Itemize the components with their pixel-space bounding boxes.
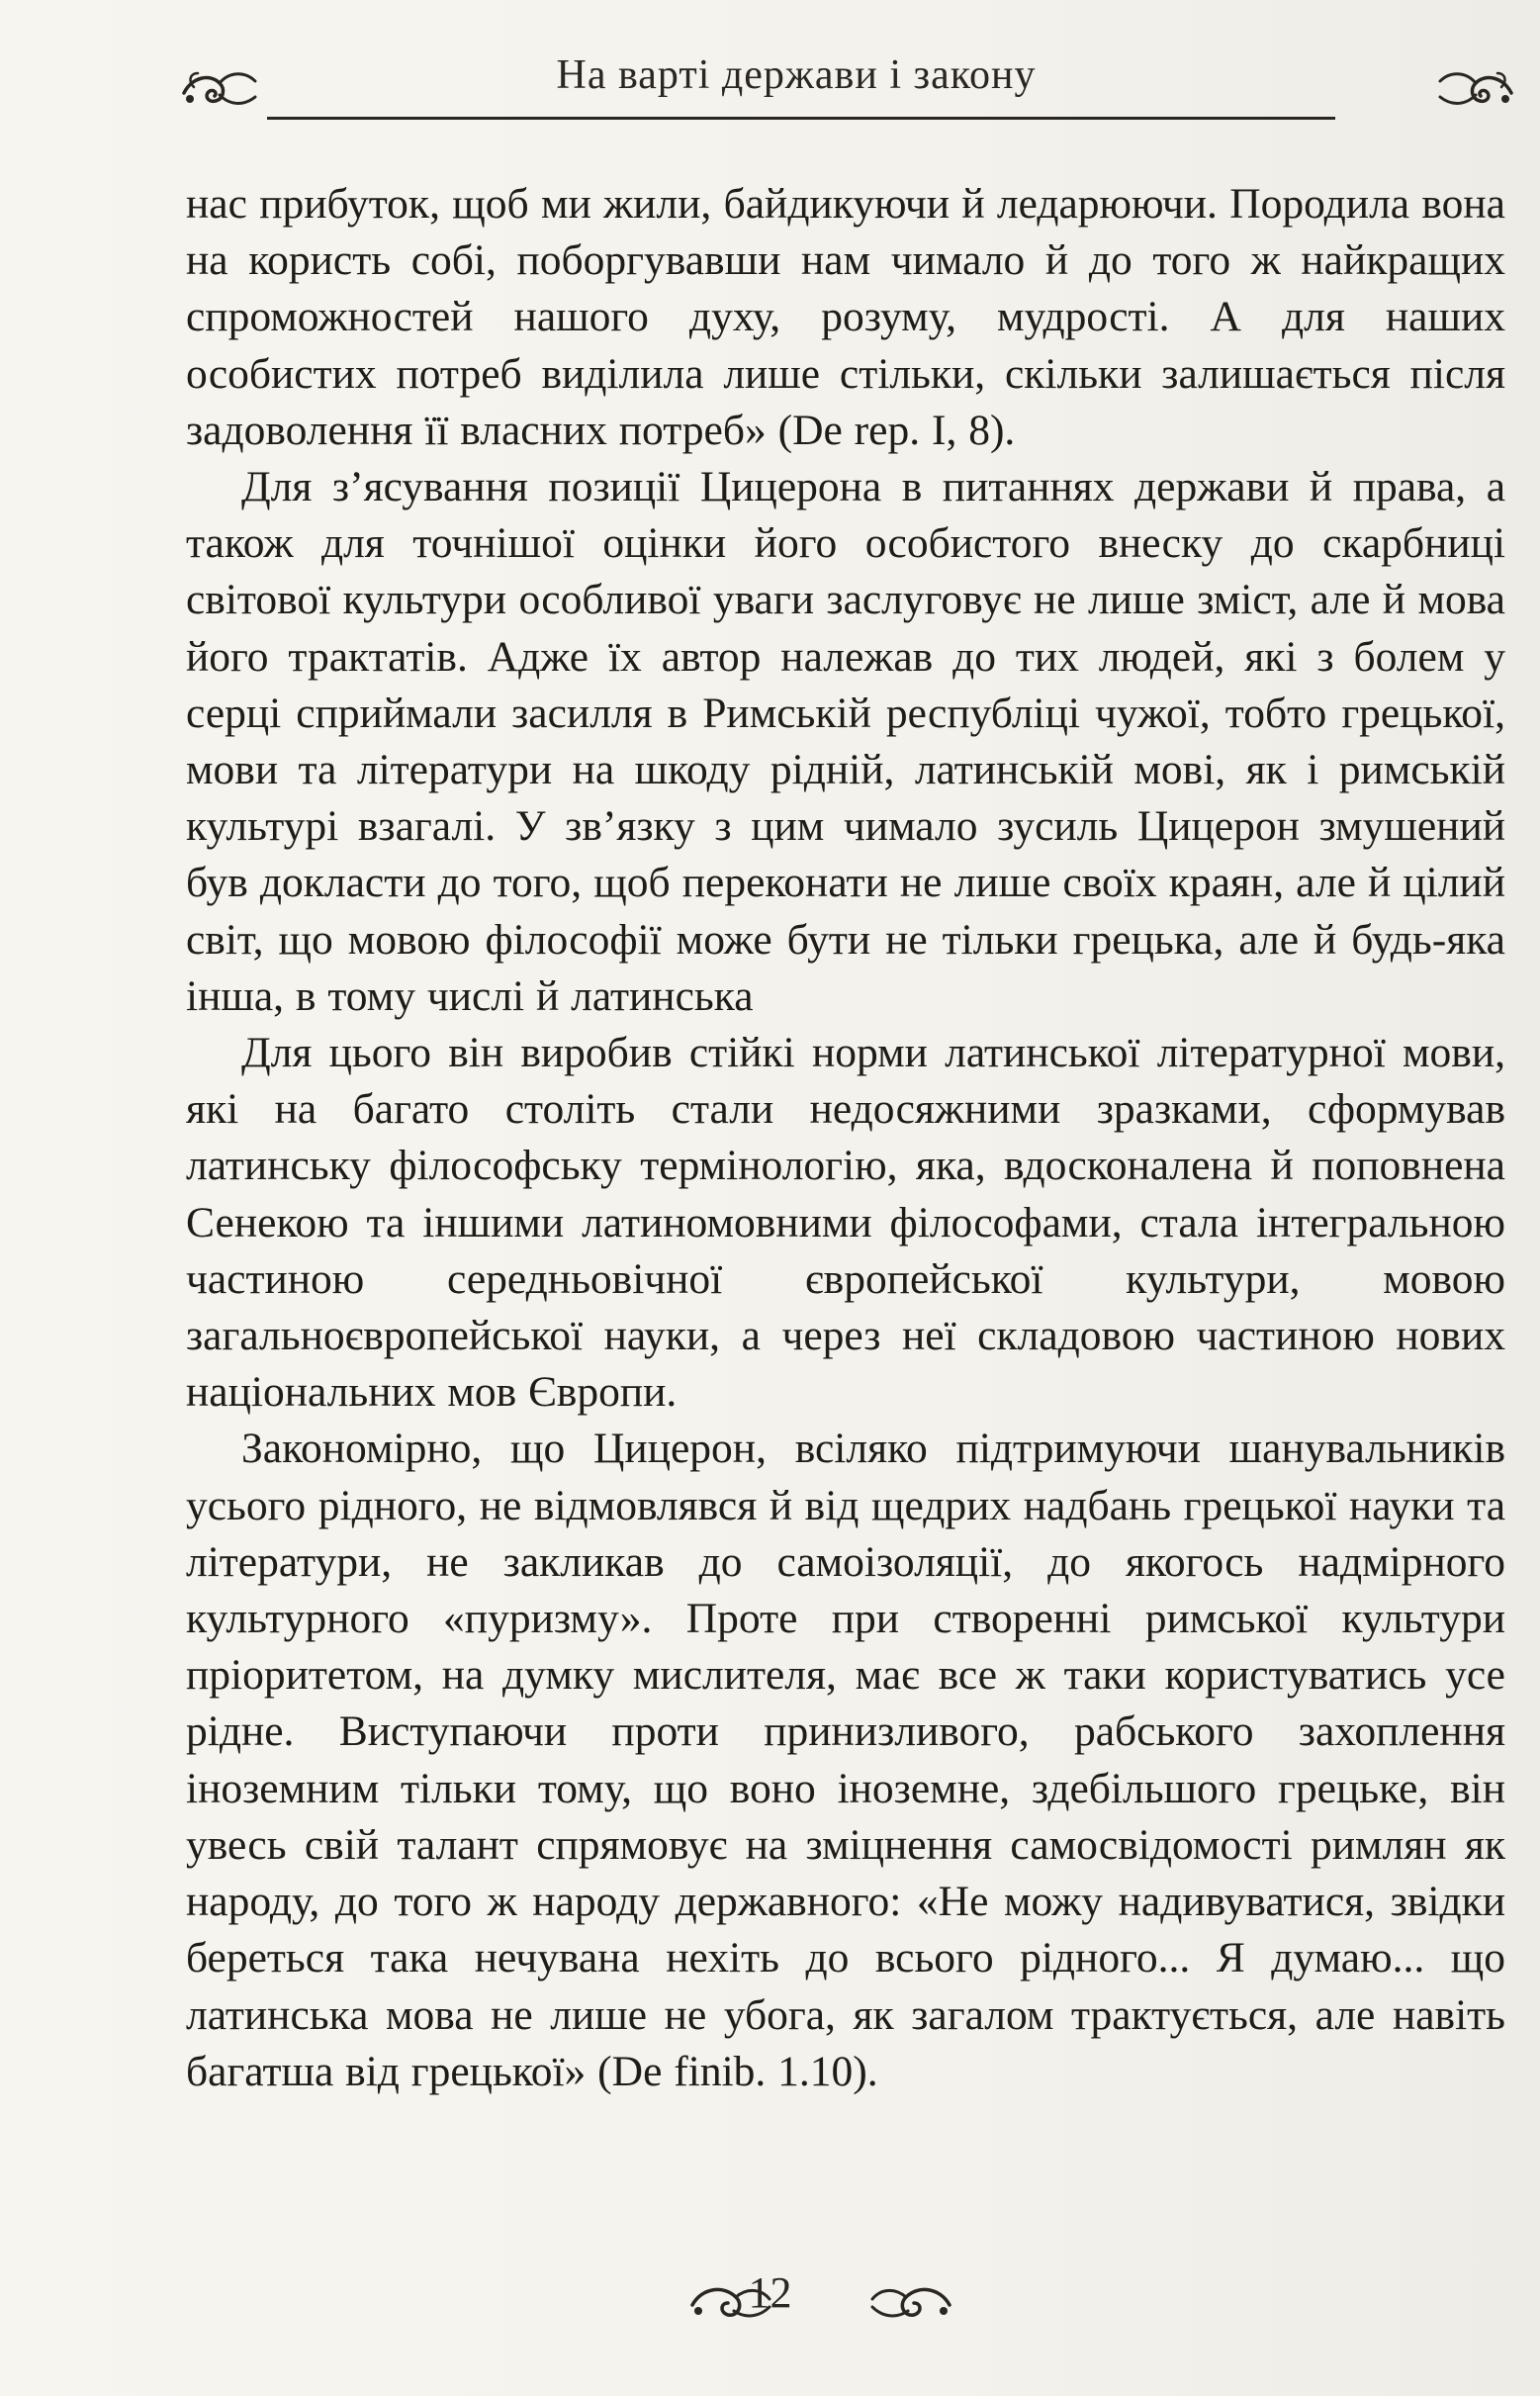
paragraph: Для цього він виробив стійкі норми латинської літературної мови, які на багато століть стали недосяжними зразками, сформував латинську філософську термінологію, яка, вдосконалена й поповнена Сенекою та іншими латиномовними філософами, стала інтегральною частиною середньовічної європейської культури, мовою загальноєвропейської науки, а через неї складовою частиною нових національних мов Європи. — [186, 1029, 1505, 1417]
page-footer — [0, 2267, 1540, 2327]
page-number: 12 — [748, 2268, 792, 2317]
flourish-icon — [180, 63, 259, 113]
paragraph: нас прибуток, щоб ми жили, байдикуючи й ледарюючи. Породила вона на користь собі, поборгувавши нам чимало й до того ж найкращих спроможностей нашого духу, розуму, мудрості. А для наших особистих потреб виділила лише стільки, скільки залишається після задоволення її власних потреб» (De rep. I, 8). — [186, 180, 1505, 454]
flourish-icon — [868, 2275, 953, 2323]
paragraph: Закономірно, що Цицерон, всіляко підтримуючи шанувальників усього рідного, не відмовлявся й від щедрих надбань грецької науки та літератури, не закликав до самоізоляції, до якогось надмірного культурного «пуризму». Проте при створенні римської культури пріоритетом, на думку мислителя, має все ж таки користуватись усе рідне. Виступаючи проти принизливого, рабського захоплення іноземним тільки тому, що воно іноземне, здебільшого грецьке, він увесь свій талант спрямовує на зміцнення самосвідомості римлян як народу, до того ж народу державного: «Не можу надивуватися, звідки береться така нечувана нехіть до всього рідного... Я думаю... що латинська мова не лише не убога, як загалом трактується, але навіть багатша від грецької» (De finib. 1.10). — [186, 1425, 1505, 2095]
header-rule — [267, 117, 1335, 120]
running-title: На варті держави і закону — [556, 52, 1037, 98]
running-header — [178, 51, 1414, 121]
body-text — [186, 176, 1505, 2100]
paragraph: Для з’ясування позиції Цицерона в питаннях держави й права, а також для точнішої оцінки його особистого внеску до скарбниці світової культури особливої уваги заслуговує не лише зміст, але й мова його трактатів. Адже їх автор належав до тих людей, які з болем у серці сприймали засилля в Римській республіці чужої, тобто грецької, мови та літератури на шкоду рідній, латинській мові, як і римській культурі взагалі. У зв’язку з цим чимало зусиль Цицерон змушений був докласти до того, щоб переконати не лише своїх краян, але й цілий світ, що мовою філософії може бути не тільки грецька, але й будь-яка інша, в тому числі й латинська — [186, 463, 1505, 1020]
flourish-icon — [1436, 63, 1515, 113]
